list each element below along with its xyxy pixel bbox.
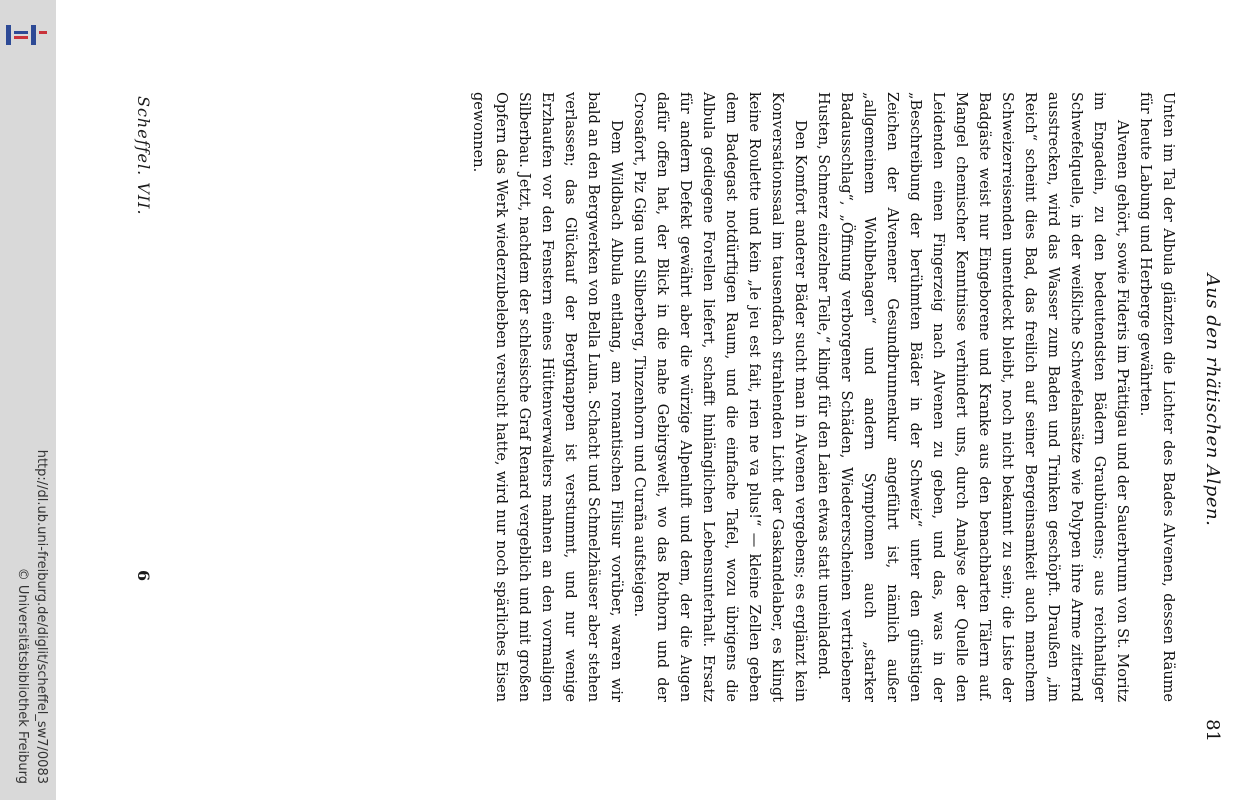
- paragraph: Unten im Tal der Albula glänzten die Lichter des Bades Alvenen, dessen Räume für heute Labung und Herberge gewährten.: [1137, 92, 1176, 702]
- paragraph: Alvenen gehört, sowie Fideris im Prättigau und der Sauerbrunn von St. Moritz im Engadein, zu den bedeutendsten Bädern Graubündens; aus reichhaltiger Schwefelquelle, in der weißliche Schwefelansätze wie Polypen ihre Arme zitternd ausstrecken, wird das Wasser zum Baden und Trinken geschöpft. Draußen „im Reich“ scheint dies Bad, das freilich auf seiner Bergeinsamkeit auch manchem Schweizerreisenden unentdeckt bleibt, noch nicht bekannt zu sein; die Liste der Badgäste weist nur Eingeborene und Kranke aus den benachbarten Tälern auf. Mangel chemischer Kenntnisse verhindert uns, durch Analyse der Quelle den Leidenden einen Fingerzeig nach Alvenen zu geben, und das, was in der „Beschreibung der berühmten Bäder in der Schweiz“ unter den günstigen Zeichen der Alvenener Gesundbrunnenkur angeführt ist, nämlich außer „allgemeinem Wohlbehagen“ und andern Symptomen auch „starker Badausschlag“, „Öffnung verborgener Schäden, Wiedererscheinen vertriebener Husten, Schmerz einzelner Teile,“ klingt für den Laien etwas statt uneinladend.: [815, 92, 1130, 702]
- signature-mark: Scheffel. VII.: [134, 96, 153, 216]
- paragraph: Dem Wildbach Albula entlang, am romantischen Filisur vorüber, waren wir bald an den Bergwerken von Bella Luna. Schacht und Schmelzhäuser aber stehen verlassen; das Glückauf der Bergknappen ist verstummt, und nur wenige Erzhaufen vor den Fenstern eines Hüttenverwalters mahnen an den vormaligen Silberbau. Jetzt, nachdem der schlesische Graf Renard vergeblich und mit großen Opfern das Werk wiederzubeleben versucht hatte, wird nur noch spärliches Eisen gewonnen.: [470, 92, 624, 702]
- viewer-sidebar: [0, 0, 56, 800]
- sidebar-text: [0, 0, 56, 800]
- page-number: 81: [1202, 719, 1223, 742]
- scanned-page-view: [56, 0, 1249, 800]
- page-footer: [127, 0, 153, 800]
- running-title: Aus den rhätischen Alpen.: [1202, 273, 1223, 527]
- book-page: [56, 0, 1249, 800]
- page-body: [466, 92, 1179, 702]
- sheet-number: 6: [134, 570, 153, 582]
- paragraph: Den Komfort anderer Bäder sucht man in Alvenen vergebens; es erglänzt kein Konversationssaal im tausendfach strahlenden Licht der Gaskandelaber, es klingt keine Roulette und kein „le jeu est fait, rien ne va plus!“ — kleine Zellen geben dem Badegast notdürftigen Raum, und die einfache Tafel, wozu übrigens die Albula gediegene Forellen liefert, schafft hinlänglichen Lebensunterhalt. Ersatz für andern Defekt gewährt aber die würzige Alpenluft und dem, der die Augen dafür offen hat, der Blick in die nahe Gebirgswelt, wo das Rothorn und der Crosafort, Piz Giga und Silberberg, Tinzenhorn und Curaña aufsteigen.: [631, 92, 808, 702]
- copyright-notice: © Universitätsbibliothek Freiburg: [15, 567, 30, 784]
- page-header: [1195, 0, 1223, 800]
- permalink[interactable]: http://dl.ub.uni-freiburg.de/diglit/scheffel_sw7/0083: [34, 449, 49, 784]
